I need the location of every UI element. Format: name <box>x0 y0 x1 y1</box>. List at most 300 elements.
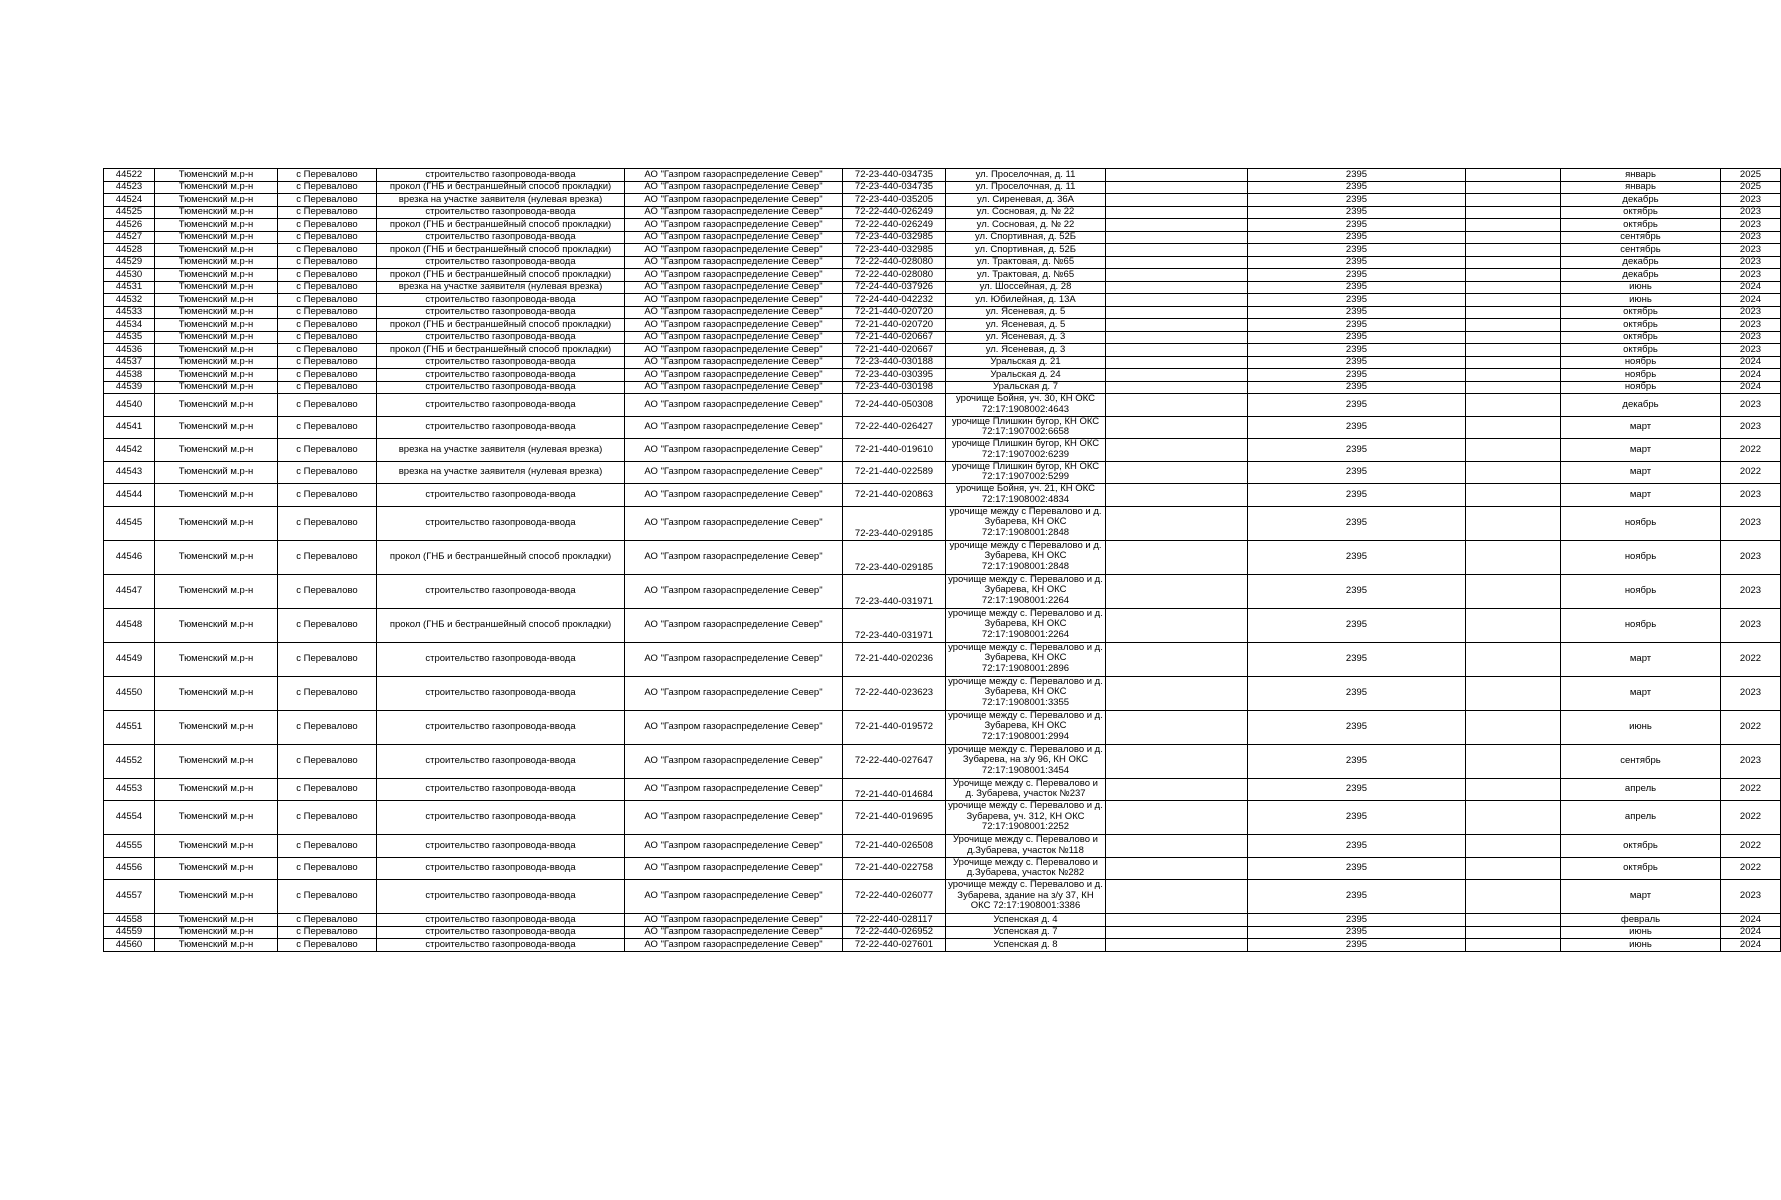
village-cell: с Перевалово <box>278 574 377 608</box>
organization-cell: АО "Газпром газораспределение Север" <box>625 801 843 835</box>
empty-cell <box>1106 219 1248 232</box>
work-type-cell: строительство газопровода-ввода <box>377 506 625 540</box>
organization-cell: АО "Газпром газораспределение Север" <box>625 835 843 858</box>
price-cell: 2395 <box>1248 416 1466 439</box>
district-cell: Тюменский м.р-н <box>155 281 278 294</box>
address-cell: Успенская д. 8 <box>946 939 1106 952</box>
district-cell: Тюменский м.р-н <box>155 506 278 540</box>
empty-cell <box>1466 574 1561 608</box>
village-cell: с Перевалово <box>278 484 377 507</box>
tech-conditions-cell: 72-21-440-020236 <box>843 642 946 676</box>
tech-conditions-cell: 72-23-440-030188 <box>843 356 946 369</box>
tech-conditions-cell: 72-21-440-019610 <box>843 439 946 462</box>
row-id-cell: 44543 <box>104 461 155 484</box>
work-type-cell: строительство газопровода-ввода <box>377 744 625 778</box>
work-type-cell: строительство газопровода-ввода <box>377 294 625 307</box>
row-id-cell: 44549 <box>104 642 155 676</box>
price-cell: 2395 <box>1248 369 1466 382</box>
price-cell: 2395 <box>1248 461 1466 484</box>
row-id-cell: 44537 <box>104 356 155 369</box>
table-row <box>104 880 1781 914</box>
tech-conditions-cell: 72-22-440-026427 <box>843 416 946 439</box>
table-row <box>104 676 1781 710</box>
tech-conditions-cell: 72-21-440-020667 <box>843 331 946 344</box>
year-cell: 2023 <box>1721 269 1781 282</box>
year-cell: 2023 <box>1721 880 1781 914</box>
price-cell: 2395 <box>1248 574 1466 608</box>
work-type-cell: строительство газопровода-ввода <box>377 642 625 676</box>
work-type-cell: прокол (ГНБ и бестраншейный способ прокладки) <box>377 608 625 642</box>
organization-cell: АО "Газпром газораспределение Север" <box>625 331 843 344</box>
address-cell: ул. Проселочная, д. 11 <box>946 169 1106 182</box>
address-cell: ул. Ясеневая, д. 5 <box>946 306 1106 319</box>
row-id-cell: 44559 <box>104 926 155 939</box>
empty-cell <box>1106 857 1248 880</box>
year-cell: 2023 <box>1721 319 1781 332</box>
empty-cell <box>1466 880 1561 914</box>
year-cell: 2024 <box>1721 939 1781 952</box>
village-cell: с Перевалово <box>278 194 377 207</box>
address-cell: Урочище между с. Перевалово и д.Зубарева, участок №118 <box>946 835 1106 858</box>
price-cell: 2395 <box>1248 857 1466 880</box>
work-type-cell: строительство газопровода-ввода <box>377 778 625 801</box>
village-cell: с Перевалово <box>278 608 377 642</box>
address-cell: ул. Проселочная, д. 11 <box>946 181 1106 194</box>
organization-cell: АО "Газпром газораспределение Север" <box>625 181 843 194</box>
organization-cell: АО "Газпром газораспределение Север" <box>625 574 843 608</box>
table-row <box>104 506 1781 540</box>
empty-cell <box>1466 381 1561 394</box>
row-id-cell: 44550 <box>104 676 155 710</box>
organization-cell: АО "Газпром газораспределение Север" <box>625 642 843 676</box>
year-cell: 2022 <box>1721 778 1781 801</box>
year-cell: 2023 <box>1721 344 1781 357</box>
year-cell: 2023 <box>1721 244 1781 257</box>
data-table <box>103 168 1781 952</box>
year-cell: 2023 <box>1721 484 1781 507</box>
row-id-cell: 44545 <box>104 506 155 540</box>
organization-cell: АО "Газпром газораспределение Север" <box>625 394 843 417</box>
month-cell: март <box>1561 484 1721 507</box>
empty-cell <box>1106 244 1248 257</box>
village-cell: с Перевалово <box>278 939 377 952</box>
district-cell: Тюменский м.р-н <box>155 710 278 744</box>
tech-conditions-cell: 72-23-440-032985 <box>843 231 946 244</box>
village-cell: с Перевалово <box>278 319 377 332</box>
year-cell: 2025 <box>1721 169 1781 182</box>
row-id-cell: 44531 <box>104 281 155 294</box>
address-cell: ул. Сосновая, д. № 22 <box>946 219 1106 232</box>
tech-conditions-cell: 72-23-440-034735 <box>843 181 946 194</box>
empty-cell <box>1466 484 1561 507</box>
village-cell: с Перевалово <box>278 394 377 417</box>
price-cell: 2395 <box>1248 344 1466 357</box>
work-type-cell: строительство газопровода-ввода <box>377 801 625 835</box>
empty-cell <box>1106 608 1248 642</box>
empty-cell <box>1106 269 1248 282</box>
tech-conditions-cell: 72-21-440-019572 <box>843 710 946 744</box>
district-cell: Тюменский м.р-н <box>155 394 278 417</box>
year-cell: 2025 <box>1721 181 1781 194</box>
tech-conditions-cell: 72-22-440-028117 <box>843 914 946 927</box>
month-cell: октябрь <box>1561 331 1721 344</box>
work-type-cell: строительство газопровода-ввода <box>377 356 625 369</box>
month-cell: октябрь <box>1561 219 1721 232</box>
organization-cell: АО "Газпром газораспределение Север" <box>625 744 843 778</box>
village-cell: с Перевалово <box>278 281 377 294</box>
empty-cell <box>1466 169 1561 182</box>
district-cell: Тюменский м.р-н <box>155 306 278 319</box>
empty-cell <box>1106 181 1248 194</box>
address-cell: урочище между с. Перевалово и д. Зубарева, КН ОКС 72:17:1908001:2264 <box>946 574 1106 608</box>
work-type-cell: строительство газопровода-ввода <box>377 206 625 219</box>
table-row <box>104 219 1781 232</box>
month-cell: апрель <box>1561 778 1721 801</box>
row-id-cell: 44539 <box>104 381 155 394</box>
village-cell: с Перевалово <box>278 231 377 244</box>
empty-cell <box>1466 939 1561 952</box>
village-cell: с Перевалово <box>278 181 377 194</box>
district-cell: Тюменский м.р-н <box>155 369 278 382</box>
district-cell: Тюменский м.р-н <box>155 416 278 439</box>
empty-cell <box>1466 506 1561 540</box>
village-cell: с Перевалово <box>278 642 377 676</box>
district-cell: Тюменский м.р-н <box>155 608 278 642</box>
village-cell: с Перевалово <box>278 169 377 182</box>
tech-conditions-cell: 72-21-440-019695 <box>843 801 946 835</box>
table-row <box>104 642 1781 676</box>
table-row <box>104 206 1781 219</box>
tech-conditions-cell: 72-23-440-029185 <box>843 540 946 574</box>
year-cell: 2023 <box>1721 306 1781 319</box>
row-id-cell: 44547 <box>104 574 155 608</box>
year-cell: 2023 <box>1721 540 1781 574</box>
year-cell: 2022 <box>1721 439 1781 462</box>
work-type-cell: прокол (ГНБ и бестраншейный способ прокладки) <box>377 219 625 232</box>
village-cell: с Перевалово <box>278 857 377 880</box>
year-cell: 2024 <box>1721 356 1781 369</box>
village-cell: с Перевалово <box>278 294 377 307</box>
village-cell: с Перевалово <box>278 914 377 927</box>
empty-cell <box>1106 642 1248 676</box>
year-cell: 2024 <box>1721 281 1781 294</box>
work-type-cell: строительство газопровода-ввода <box>377 331 625 344</box>
empty-cell <box>1106 294 1248 307</box>
row-id-cell: 44532 <box>104 294 155 307</box>
empty-cell <box>1106 439 1248 462</box>
month-cell: ноябрь <box>1561 574 1721 608</box>
address-cell: ул. Ясеневая, д. 3 <box>946 331 1106 344</box>
tech-conditions-cell: 72-23-440-034735 <box>843 169 946 182</box>
empty-cell <box>1466 710 1561 744</box>
village-cell: с Перевалово <box>278 926 377 939</box>
table-row <box>104 608 1781 642</box>
empty-cell <box>1466 219 1561 232</box>
empty-cell <box>1466 778 1561 801</box>
year-cell: 2024 <box>1721 369 1781 382</box>
empty-cell <box>1466 857 1561 880</box>
year-cell: 2023 <box>1721 574 1781 608</box>
empty-cell <box>1106 914 1248 927</box>
month-cell: июнь <box>1561 710 1721 744</box>
village-cell: с Перевалово <box>278 344 377 357</box>
work-type-cell: строительство газопровода-ввода <box>377 914 625 927</box>
row-id-cell: 44522 <box>104 169 155 182</box>
tech-conditions-cell: 72-22-440-026077 <box>843 880 946 914</box>
table-row <box>104 306 1781 319</box>
village-cell: с Перевалово <box>278 331 377 344</box>
address-cell: Уральская д. 21 <box>946 356 1106 369</box>
price-cell: 2395 <box>1248 676 1466 710</box>
district-cell: Тюменский м.р-н <box>155 939 278 952</box>
year-cell: 2023 <box>1721 744 1781 778</box>
organization-cell: АО "Газпром газораспределение Север" <box>625 939 843 952</box>
district-cell: Тюменский м.р-н <box>155 778 278 801</box>
year-cell: 2023 <box>1721 219 1781 232</box>
table-row <box>104 281 1781 294</box>
district-cell: Тюменский м.р-н <box>155 744 278 778</box>
tech-conditions-cell: 72-22-440-026249 <box>843 206 946 219</box>
address-cell: урочище между с Перевалово и д. Зубарева, КН ОКС 72:17:1908001:2848 <box>946 540 1106 574</box>
tech-conditions-cell: 72-23-440-031971 <box>843 574 946 608</box>
work-type-cell: строительство газопровода-ввода <box>377 394 625 417</box>
organization-cell: АО "Газпром газораспределение Север" <box>625 169 843 182</box>
address-cell: Урочище между с. Перевалово и д. Зубарева, участок №237 <box>946 778 1106 801</box>
row-id-cell: 44542 <box>104 439 155 462</box>
tech-conditions-cell: 72-22-440-026952 <box>843 926 946 939</box>
table-row <box>104 484 1781 507</box>
work-type-cell: строительство газопровода-ввода <box>377 710 625 744</box>
month-cell: декабрь <box>1561 269 1721 282</box>
empty-cell <box>1466 294 1561 307</box>
organization-cell: АО "Газпром газораспределение Север" <box>625 381 843 394</box>
empty-cell <box>1106 744 1248 778</box>
organization-cell: АО "Газпром газораспределение Север" <box>625 506 843 540</box>
district-cell: Тюменский м.р-н <box>155 926 278 939</box>
address-cell: Уральская д. 7 <box>946 381 1106 394</box>
organization-cell: АО "Газпром газораспределение Север" <box>625 194 843 207</box>
month-cell: октябрь <box>1561 319 1721 332</box>
table-row <box>104 926 1781 939</box>
village-cell: с Перевалово <box>278 506 377 540</box>
year-cell: 2023 <box>1721 194 1781 207</box>
district-cell: Тюменский м.р-н <box>155 381 278 394</box>
tech-conditions-cell: 72-21-440-020863 <box>843 484 946 507</box>
organization-cell: АО "Газпром газораспределение Север" <box>625 206 843 219</box>
year-cell: 2023 <box>1721 331 1781 344</box>
empty-cell <box>1466 439 1561 462</box>
district-cell: Тюменский м.р-н <box>155 244 278 257</box>
tech-conditions-cell: 72-21-440-014684 <box>843 778 946 801</box>
address-cell: ул. Трактовая, д. №65 <box>946 269 1106 282</box>
work-type-cell: строительство газопровода-ввода <box>377 416 625 439</box>
year-cell: 2024 <box>1721 914 1781 927</box>
row-id-cell: 44554 <box>104 801 155 835</box>
organization-cell: АО "Газпром газораспределение Север" <box>625 319 843 332</box>
price-cell: 2395 <box>1248 381 1466 394</box>
district-cell: Тюменский м.р-н <box>155 344 278 357</box>
tech-conditions-cell: 72-23-440-030198 <box>843 381 946 394</box>
price-cell: 2395 <box>1248 356 1466 369</box>
row-id-cell: 44530 <box>104 269 155 282</box>
tech-conditions-cell: 72-22-440-023623 <box>843 676 946 710</box>
village-cell: с Перевалово <box>278 306 377 319</box>
work-type-cell: строительство газопровода-ввода <box>377 574 625 608</box>
price-cell: 2395 <box>1248 394 1466 417</box>
tech-conditions-cell: 72-23-440-035205 <box>843 194 946 207</box>
work-type-cell: прокол (ГНБ и бестраншейный способ прокладки) <box>377 181 625 194</box>
empty-cell <box>1466 256 1561 269</box>
table-row <box>104 439 1781 462</box>
organization-cell: АО "Газпром газораспределение Север" <box>625 416 843 439</box>
work-type-cell: прокол (ГНБ и бестраншейный способ прокладки) <box>377 319 625 332</box>
tech-conditions-cell: 72-22-440-026249 <box>843 219 946 232</box>
address-cell: Урочище между с. Перевалово и д.Зубарева, участок №282 <box>946 857 1106 880</box>
row-id-cell: 44525 <box>104 206 155 219</box>
table-row <box>104 835 1781 858</box>
address-cell: урочище между с. Перевалово и д. Зубарева, КН ОКС 72:17:1908001:2896 <box>946 642 1106 676</box>
row-id-cell: 44553 <box>104 778 155 801</box>
row-id-cell: 44556 <box>104 857 155 880</box>
row-id-cell: 44548 <box>104 608 155 642</box>
organization-cell: АО "Газпром газораспределение Север" <box>625 356 843 369</box>
empty-cell <box>1106 344 1248 357</box>
month-cell: март <box>1561 676 1721 710</box>
price-cell: 2395 <box>1248 294 1466 307</box>
work-type-cell: прокол (ГНБ и бестраншейный способ прокладки) <box>377 540 625 574</box>
work-type-cell: врезка на участке заявителя (нулевая врезка) <box>377 461 625 484</box>
price-cell: 2395 <box>1248 926 1466 939</box>
district-cell: Тюменский м.р-н <box>155 181 278 194</box>
month-cell: сентябрь <box>1561 744 1721 778</box>
month-cell: декабрь <box>1561 256 1721 269</box>
village-cell: с Перевалово <box>278 835 377 858</box>
district-cell: Тюменский м.р-н <box>155 231 278 244</box>
village-cell: с Перевалово <box>278 778 377 801</box>
district-cell: Тюменский м.р-н <box>155 294 278 307</box>
price-cell: 2395 <box>1248 181 1466 194</box>
empty-cell <box>1106 206 1248 219</box>
district-cell: Тюменский м.р-н <box>155 356 278 369</box>
address-cell: ул. Шоссейная, д. 28 <box>946 281 1106 294</box>
district-cell: Тюменский м.р-н <box>155 857 278 880</box>
address-cell: урочище между с Перевалово и д. Зубарева, КН ОКС 72:17:1908001:2848 <box>946 506 1106 540</box>
year-cell: 2024 <box>1721 926 1781 939</box>
empty-cell <box>1106 540 1248 574</box>
village-cell: с Перевалово <box>278 381 377 394</box>
organization-cell: АО "Газпром газораспределение Север" <box>625 244 843 257</box>
month-cell: ноябрь <box>1561 369 1721 382</box>
address-cell: ул. Сиреневая, д. 36А <box>946 194 1106 207</box>
empty-cell <box>1466 608 1561 642</box>
empty-cell <box>1106 939 1248 952</box>
month-cell: март <box>1561 439 1721 462</box>
village-cell: с Перевалово <box>278 269 377 282</box>
row-id-cell: 44536 <box>104 344 155 357</box>
address-cell: урочище Плишкин бугор, КН ОКС 72:17:1907002:6658 <box>946 416 1106 439</box>
address-cell: урочище Плишкин бугор, КН ОКС 72:17:1907002:6239 <box>946 439 1106 462</box>
month-cell: март <box>1561 642 1721 676</box>
empty-cell <box>1106 880 1248 914</box>
organization-cell: АО "Газпром газораспределение Север" <box>625 439 843 462</box>
table-row <box>104 416 1781 439</box>
year-cell: 2022 <box>1721 801 1781 835</box>
district-cell: Тюменский м.р-н <box>155 540 278 574</box>
table-row <box>104 344 1781 357</box>
table-row <box>104 801 1781 835</box>
month-cell: декабрь <box>1561 394 1721 417</box>
organization-cell: АО "Газпром газораспределение Север" <box>625 219 843 232</box>
table-row <box>104 710 1781 744</box>
work-type-cell: строительство газопровода-ввода <box>377 169 625 182</box>
month-cell: январь <box>1561 181 1721 194</box>
empty-cell <box>1466 244 1561 257</box>
year-cell: 2022 <box>1721 857 1781 880</box>
price-cell: 2395 <box>1248 219 1466 232</box>
month-cell: ноябрь <box>1561 540 1721 574</box>
price-cell: 2395 <box>1248 256 1466 269</box>
organization-cell: АО "Газпром газораспределение Север" <box>625 778 843 801</box>
address-cell: ул. Спортивная, д. 52Б <box>946 231 1106 244</box>
price-cell: 2395 <box>1248 206 1466 219</box>
work-type-cell: строительство газопровода-ввода <box>377 369 625 382</box>
empty-cell <box>1106 256 1248 269</box>
district-cell: Тюменский м.р-н <box>155 880 278 914</box>
empty-cell <box>1466 416 1561 439</box>
empty-cell <box>1106 506 1248 540</box>
empty-cell <box>1466 206 1561 219</box>
tech-conditions-cell: 72-21-440-020667 <box>843 344 946 357</box>
table-row <box>104 540 1781 574</box>
row-id-cell: 44552 <box>104 744 155 778</box>
year-cell: 2023 <box>1721 416 1781 439</box>
table-row <box>104 394 1781 417</box>
tech-conditions-cell: 72-21-440-020720 <box>843 306 946 319</box>
table-row <box>104 574 1781 608</box>
empty-cell <box>1466 231 1561 244</box>
district-cell: Тюменский м.р-н <box>155 574 278 608</box>
price-cell: 2395 <box>1248 880 1466 914</box>
empty-cell <box>1106 331 1248 344</box>
district-cell: Тюменский м.р-н <box>155 461 278 484</box>
empty-cell <box>1466 181 1561 194</box>
address-cell: урочище между с. Перевалово и д. Зубарева, КН ОКС 72:17:1908001:3355 <box>946 676 1106 710</box>
empty-cell <box>1106 381 1248 394</box>
table-row <box>104 461 1781 484</box>
table-row <box>104 269 1781 282</box>
village-cell: с Перевалово <box>278 880 377 914</box>
address-cell: урочище между с. Перевалово и д. Зубарева, КН ОКС 72:17:1908001:2264 <box>946 608 1106 642</box>
village-cell: с Перевалово <box>278 356 377 369</box>
address-cell: Успенская д. 7 <box>946 926 1106 939</box>
row-id-cell: 44546 <box>104 540 155 574</box>
empty-cell <box>1466 461 1561 484</box>
work-type-cell: строительство газопровода-ввода <box>377 231 625 244</box>
village-cell: с Перевалово <box>278 461 377 484</box>
organization-cell: АО "Газпром газораспределение Север" <box>625 926 843 939</box>
month-cell: июнь <box>1561 294 1721 307</box>
tech-conditions-cell: 72-21-440-022758 <box>843 857 946 880</box>
table-row <box>104 369 1781 382</box>
price-cell: 2395 <box>1248 194 1466 207</box>
address-cell: урочище Плишкин бугор, КН ОКС 72:17:1907002:5299 <box>946 461 1106 484</box>
organization-cell: АО "Газпром газораспределение Север" <box>625 540 843 574</box>
empty-cell <box>1106 416 1248 439</box>
empty-cell <box>1466 356 1561 369</box>
empty-cell <box>1466 676 1561 710</box>
month-cell: июнь <box>1561 939 1721 952</box>
empty-cell <box>1466 642 1561 676</box>
